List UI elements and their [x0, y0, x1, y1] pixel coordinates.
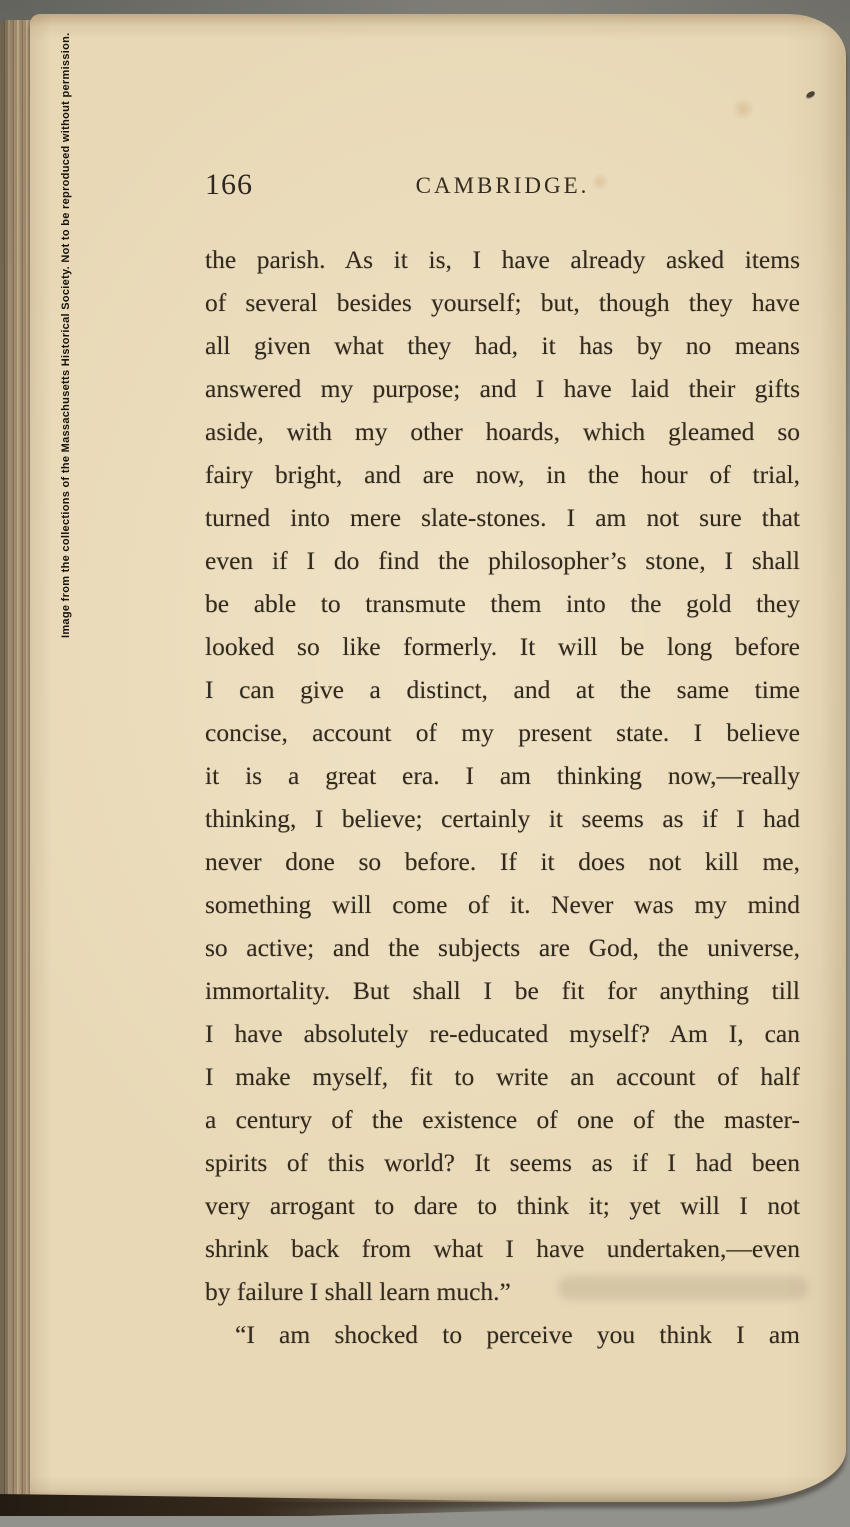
text-line: by failure I shall learn much.”: [205, 1277, 511, 1306]
text-line: fairy bright, and are now, in the hour of trial,: [205, 460, 800, 489]
text-line: a century of the existence of one of the master-: [205, 1105, 800, 1134]
watermark-text: Image from the collections of the Massachusetts Historical Society. Not to be reproduced without permission.: [60, 32, 72, 638]
text-line: so active; and the subjects are God, the universe,: [205, 933, 800, 962]
text-line: “I am shocked to perceive you think I am: [235, 1320, 800, 1349]
text-line: I can give a distinct, and at the same time: [205, 675, 800, 704]
foxing-spot: [590, 174, 610, 190]
body-text: [205, 238, 800, 1356]
text-line: it is a great era. I am thinking now,—really: [205, 761, 800, 790]
ink-speck-blemish: [805, 90, 815, 98]
text-line: even if I do find the philosopher’s stone, I shall: [205, 546, 800, 575]
text-line: of several besides yourself; but, though they have: [205, 288, 800, 317]
text-line: aside, with my other hoards, which gleamed so: [205, 417, 800, 446]
foxing-spot: [730, 99, 756, 119]
book-page: [30, 14, 846, 1502]
text-line: I make myself, fit to write an account of half: [205, 1062, 800, 1091]
running-head: CAMBRIDGE.: [415, 173, 590, 198]
text-line: never done so before. If it does not kill me,: [205, 847, 800, 876]
text-line: concise, account of my present state. I believe: [205, 718, 800, 747]
text-line: spirits of this world? It seems as if I had been: [205, 1148, 800, 1177]
text-line: something will come of it. Never was my mind: [205, 890, 800, 919]
text-line: the parish. As it is, I have already asked items: [205, 245, 800, 274]
text-line: answered my purpose; and I have laid their gifts: [205, 374, 800, 403]
text-line: looked so like formerly. It will be long before: [205, 632, 800, 661]
text-line: turned into mere slate-stones. I am not sure that: [205, 503, 800, 532]
text-line: I have absolutely re-educated myself? Am I, can: [205, 1019, 800, 1048]
text-line: be able to transmute them into the gold they: [205, 589, 800, 618]
page-number: 166: [205, 168, 253, 201]
text-line: very arrogant to dare to think it; yet will I not: [205, 1191, 800, 1220]
page-header: [205, 166, 800, 202]
show-through-smudge: [558, 1276, 808, 1300]
text-line: all given what they had, it has by no means: [205, 331, 800, 360]
text-line: thinking, I believe; certainly it seems as if I had: [205, 804, 800, 833]
text-line: immortality. But shall I be fit for anything till: [205, 976, 800, 1005]
text-line: shrink back from what I have undertaken,—even: [205, 1234, 800, 1263]
